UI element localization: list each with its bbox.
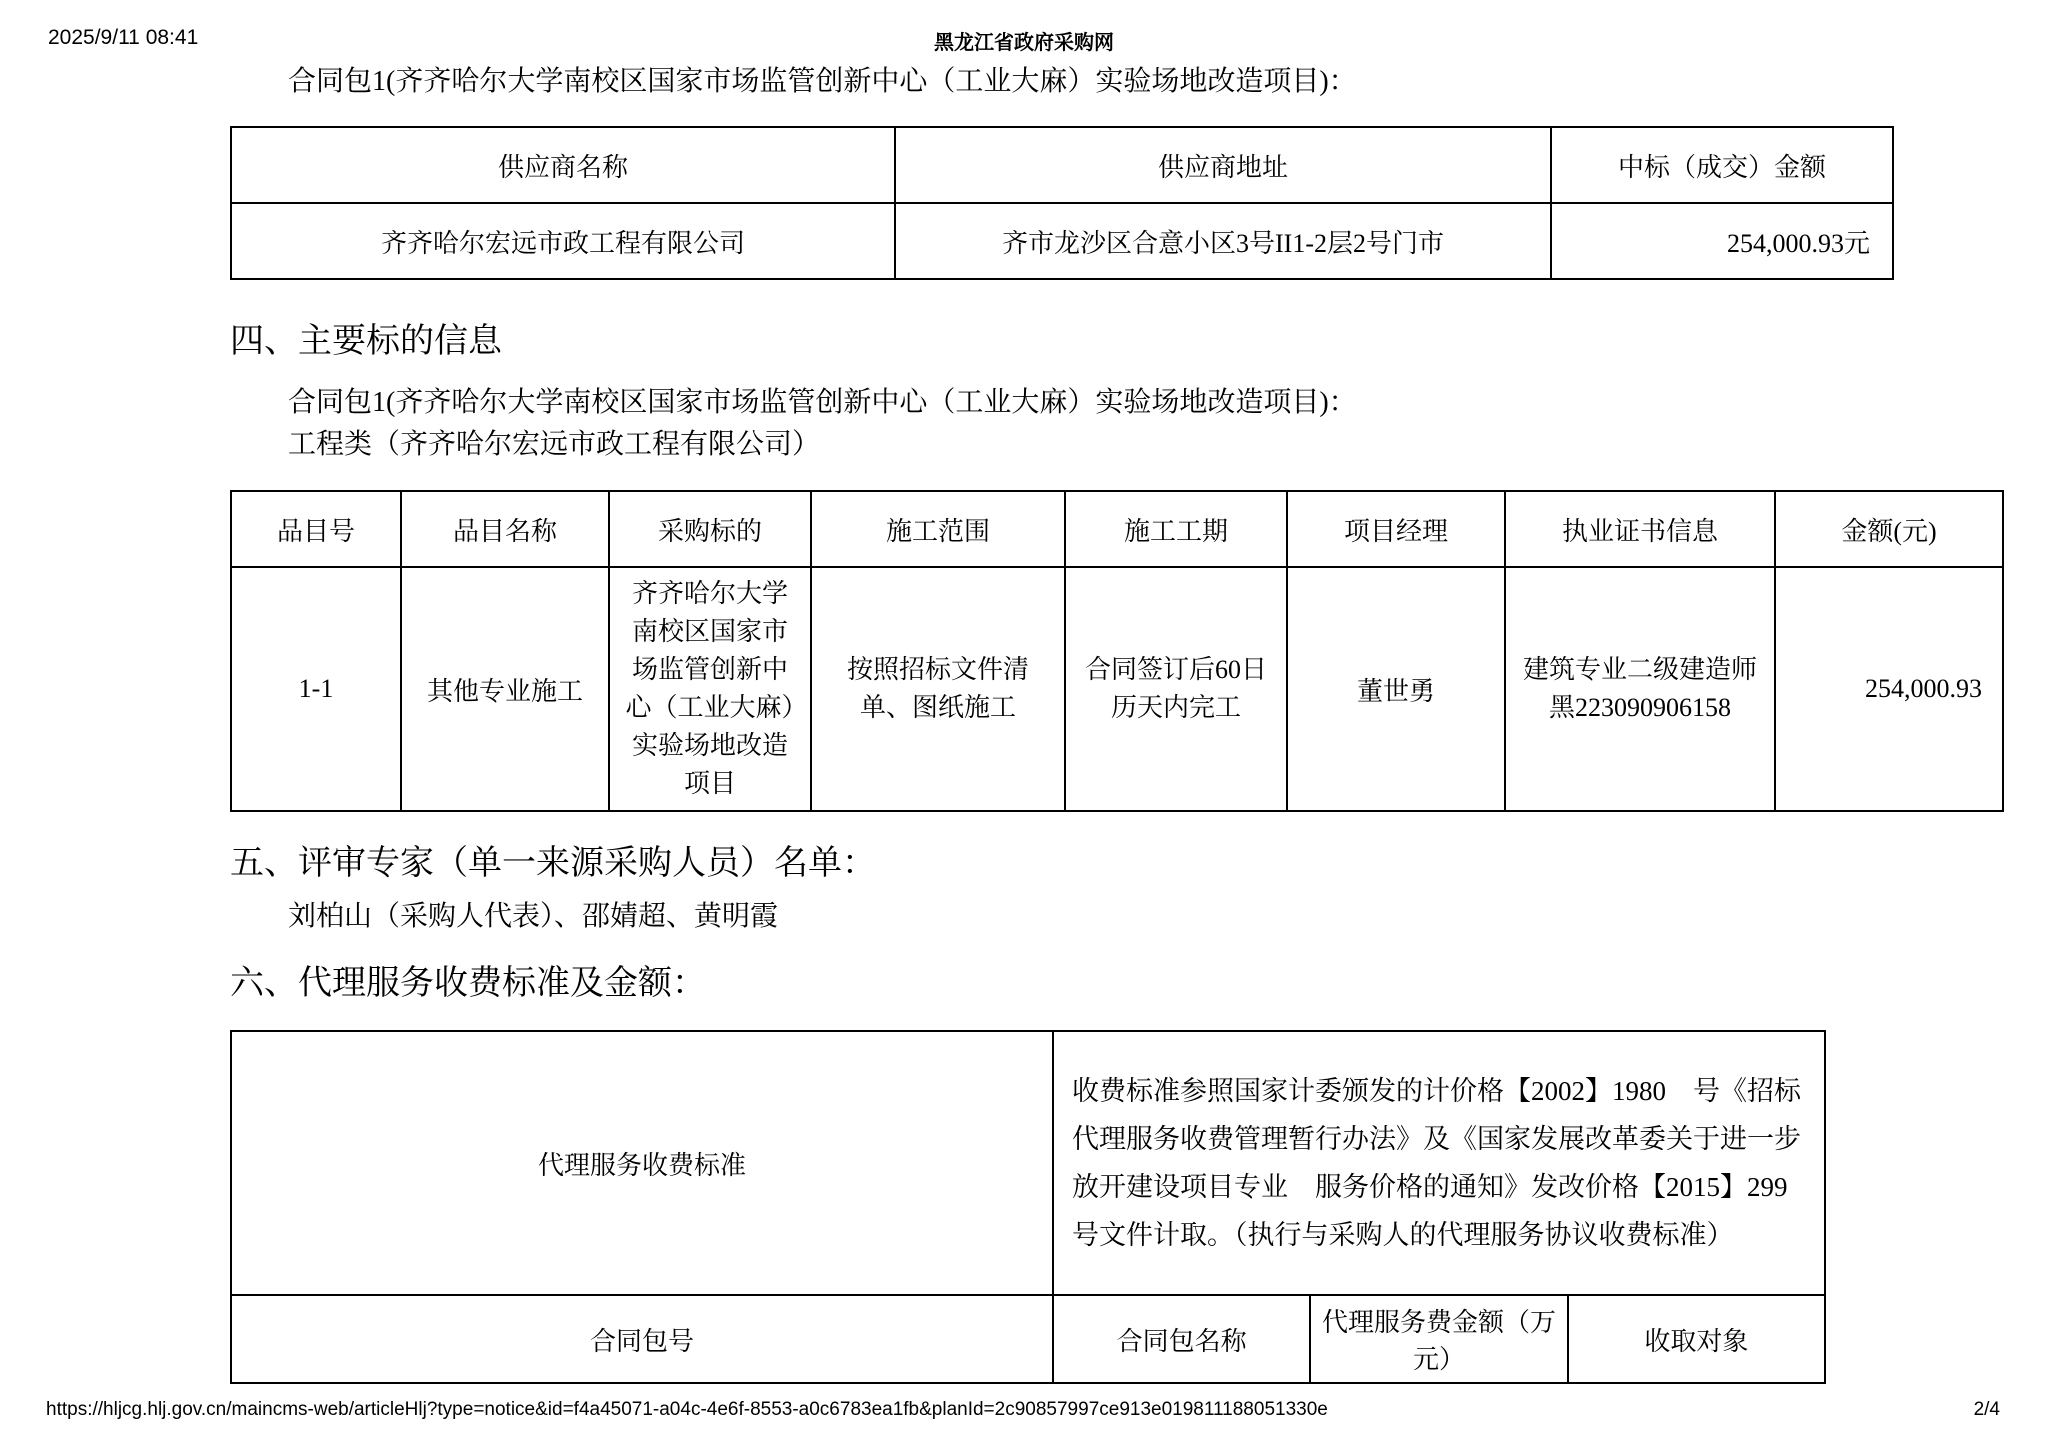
col-header-scope: 施工范围 [811,491,1065,567]
col-header-package-name: 合同包名称 [1053,1295,1310,1383]
col-header-supplier-name: 供应商名称 [231,127,895,203]
agency-fee-table [230,1030,1826,1384]
cell-item-name: 其他专业施工 [401,567,609,811]
cell-award-amount: 254,000.93元 [1551,203,1893,279]
section-4-lead-2: 工程类（齐齐哈尔宏远市政工程有限公司） [288,429,821,460]
table-row [231,1031,1825,1295]
col-header-fee-amount: 代理服务费金额（万元） [1310,1295,1567,1383]
col-header-certificate: 执业证书信息 [1505,491,1775,567]
print-header [0,26,2048,56]
main-subject-table [230,490,2004,812]
section-4-lead-1: 合同包1(齐齐哈尔大学南校区国家市场监管创新中心（工业大麻）实验场地改造项目)： [288,387,1357,418]
col-header-manager: 项目经理 [1287,491,1505,567]
table-header-row [231,491,2003,567]
cell-supplier-address: 齐市龙沙区合意小区3号II1-2层2号门市 [895,203,1551,279]
print-footer [0,1399,2048,1425]
cell-duration: 合同签订后60日历天内完工 [1065,567,1287,811]
col-header-subject: 采购标的 [609,491,811,567]
cell-supplier-name: 齐齐哈尔宏远市政工程有限公司 [231,203,895,279]
col-header-item-no: 品目号 [231,491,401,567]
cell-fee-standard-text: 收费标准参照国家计委颁发的计价格【2002】1980 号《招标代理服务收费管理暂行办法》及《国家发展改革委关于进一步放开建设项目专业 服务价格的通知》发改价格【2015】299号文件计取。（执行与采购人的代理服务协议收费标准） [1053,1031,1825,1295]
table-row [231,203,1893,279]
section-4-title: 四、主要标的信息 [230,323,502,360]
col-header-supplier-address: 供应商地址 [895,127,1551,203]
col-header-duration: 施工工期 [1065,491,1287,567]
section-5-title: 五、评审专家（单一来源采购人员）名单： [230,845,876,882]
site-title: 黑龙江省政府采购网 [934,32,1114,54]
col-header-charge-target: 收取对象 [1568,1295,1825,1383]
source-url: https://hljcg.hlj.gov.cn/maincms-web/articleHlj?type=notice&id=f4a45071-a04c-4e6f-8553-a0c6783ea1fb&planId=2c90857997ce913e019811188051330e [46,1399,1328,1420]
cell-amount: 254,000.93 [1775,567,2003,811]
col-header-package-no: 合同包号 [231,1295,1053,1383]
section-6-title: 六、代理服务收费标准及金额： [230,965,706,1002]
cell-fee-standard-label: 代理服务收费标准 [231,1031,1053,1295]
table-row [231,567,2003,811]
col-header-amount: 金额(元) [1775,491,2003,567]
col-header-item-name: 品目名称 [401,491,609,567]
winner-table [230,126,1894,280]
cell-manager: 董世勇 [1287,567,1505,811]
section-5-experts: 刘柏山（采购人代表）、邵婧超、黄明霞 [288,901,779,932]
print-date: 2025/9/11 08:41 [48,26,199,49]
page-number: 2/4 [1973,1399,2000,1420]
col-header-award-amount: 中标（成交）金额 [1551,127,1893,203]
winner-lead-text: 合同包1(齐齐哈尔大学南校区国家市场监管创新中心（工业大麻）实验场地改造项目)： [288,66,1357,97]
cell-certificate: 建筑专业二级建造师 黑223090906158 [1505,567,1775,811]
table-header-row [231,127,1893,203]
cell-subject: 齐齐哈尔大学南校区国家市场监管创新中心（工业大麻）实验场地改造项目 [609,567,811,811]
table-header-row [231,1295,1825,1383]
cell-item-no: 1-1 [231,567,401,811]
document-content [0,62,2048,1384]
cell-scope: 按照招标文件清单、图纸施工 [811,567,1065,811]
